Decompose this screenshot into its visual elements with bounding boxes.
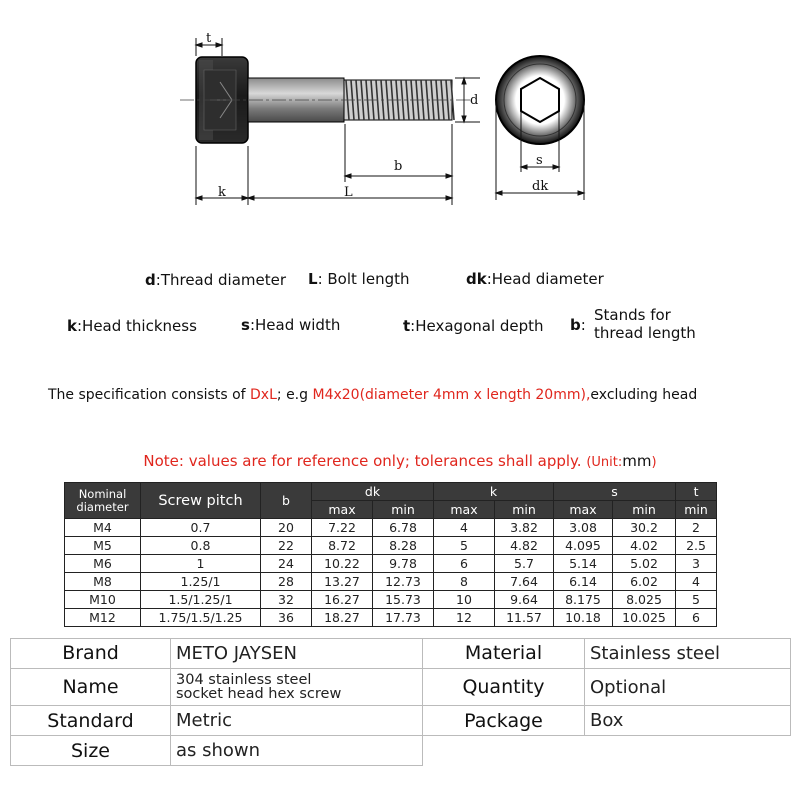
table-cell: 10 — [434, 591, 495, 609]
table-cell: 10.025 — [613, 609, 676, 627]
table-cell: 1.25/1 — [141, 573, 261, 591]
header-s-min: min — [613, 501, 676, 519]
package-value: Box — [585, 706, 791, 736]
table-row — [65, 609, 717, 627]
legend-t: t:Hexagonal depth — [403, 317, 544, 335]
label-s: s — [536, 153, 543, 168]
empty-cell — [585, 736, 791, 766]
table-cell: 22 — [261, 537, 312, 555]
label-dk: dk — [532, 179, 549, 194]
table-cell: 3.08 — [554, 519, 613, 537]
brand-value: METO JAYSEN — [171, 639, 423, 669]
standard-value: Metric — [171, 706, 423, 736]
header-t: t — [676, 483, 717, 501]
table-cell: 1.75/1.5/1.25 — [141, 609, 261, 627]
table-cell: 4 — [676, 573, 717, 591]
table-row — [65, 591, 717, 609]
header-screw-pitch: Screw pitch — [141, 483, 261, 519]
screw-technical-drawing — [0, 0, 800, 240]
header-k-min: min — [495, 501, 554, 519]
table-cell: 7.22 — [312, 519, 373, 537]
table-cell: 4.82 — [495, 537, 554, 555]
table-cell: 6.14 — [554, 573, 613, 591]
table-cell: 9.64 — [495, 591, 554, 609]
table-cell: 11.57 — [495, 609, 554, 627]
header-dk-max: max — [312, 501, 373, 519]
header-s-max: max — [554, 501, 613, 519]
quantity-value: Optional — [585, 668, 791, 706]
table-cell: 3 — [676, 555, 717, 573]
table-row — [65, 555, 717, 573]
screw-end-view — [496, 56, 584, 144]
table-cell: 6.02 — [613, 573, 676, 591]
table-cell: 8.28 — [373, 537, 434, 555]
table-cell: 0.7 — [141, 519, 261, 537]
table-cell: M8 — [65, 573, 141, 591]
package-label: Package — [423, 706, 585, 736]
legend-b-text: Stands for thread length — [594, 306, 696, 342]
header-k: k — [434, 483, 554, 501]
table-cell: M6 — [65, 555, 141, 573]
table-cell: 0.8 — [141, 537, 261, 555]
legend-s: s:Head width — [241, 316, 341, 334]
label-d: d — [470, 93, 479, 108]
info-row — [11, 668, 791, 706]
table-cell: 8.175 — [554, 591, 613, 609]
table-cell: 13.27 — [312, 573, 373, 591]
header-s: s — [554, 483, 676, 501]
table-cell: 5 — [676, 591, 717, 609]
table-cell: 6.78 — [373, 519, 434, 537]
table-row — [65, 537, 717, 555]
table-cell: 5 — [434, 537, 495, 555]
legend-dk: dk:Head diameter — [466, 270, 604, 288]
table-row — [65, 573, 717, 591]
table-cell: M12 — [65, 609, 141, 627]
standard-label: Standard — [11, 706, 171, 736]
table-cell: 3.82 — [495, 519, 554, 537]
table-cell: 5.02 — [613, 555, 676, 573]
dimension-table — [64, 482, 717, 627]
table-cell: 2 — [676, 519, 717, 537]
table-cell: 15.73 — [373, 591, 434, 609]
table-cell: 20 — [261, 519, 312, 537]
table-row — [65, 519, 717, 537]
size-label: Size — [11, 736, 171, 766]
table-cell: 1.5/1.25/1 — [141, 591, 261, 609]
table-cell: 1 — [141, 555, 261, 573]
table-cell: 17.73 — [373, 609, 434, 627]
table-cell: 16.27 — [312, 591, 373, 609]
table-cell: 4.02 — [613, 537, 676, 555]
table-cell: 12 — [434, 609, 495, 627]
table-cell: 4.095 — [554, 537, 613, 555]
info-row — [11, 706, 791, 736]
header-nominal-diameter: Nominal diameter — [65, 483, 141, 519]
header-k-max: max — [434, 501, 495, 519]
table-cell: 5.7 — [495, 555, 554, 573]
table-cell: M10 — [65, 591, 141, 609]
legend-b: b: — [570, 316, 586, 334]
header-dk: dk — [312, 483, 434, 501]
material-value: Stainless steel — [585, 639, 791, 669]
header-t-min: min — [676, 501, 717, 519]
table-cell: 4 — [434, 519, 495, 537]
reference-note: Note: values are for reference only; tolerances shall apply. (Unit:mm) — [143, 452, 657, 470]
empty-cell — [423, 736, 585, 766]
legend-k: k:Head thickness — [67, 317, 197, 335]
table-cell: 24 — [261, 555, 312, 573]
table-cell: 8.72 — [312, 537, 373, 555]
table-cell: 10.22 — [312, 555, 373, 573]
info-row — [11, 639, 791, 669]
table-cell: 18.27 — [312, 609, 373, 627]
header-dk-min: min — [373, 501, 434, 519]
table-cell: 6 — [676, 609, 717, 627]
legend-d: d:Thread diameter — [145, 271, 287, 289]
table-cell: 10.18 — [554, 609, 613, 627]
name-label: Name — [11, 668, 171, 706]
table-cell: 7.64 — [495, 573, 554, 591]
product-info-table — [10, 638, 791, 766]
info-row — [11, 736, 791, 766]
label-k: k — [218, 185, 226, 200]
material-label: Material — [423, 639, 585, 669]
table-cell: 6 — [434, 555, 495, 573]
size-value: as shown — [171, 736, 423, 766]
label-b: b — [394, 159, 403, 174]
label-L: L — [344, 185, 353, 200]
table-cell: 9.78 — [373, 555, 434, 573]
table-cell: 12.73 — [373, 573, 434, 591]
quantity-label: Quantity — [423, 668, 585, 706]
table-cell: 5.14 — [554, 555, 613, 573]
table-cell: 32 — [261, 591, 312, 609]
table-cell: 28 — [261, 573, 312, 591]
header-b: b — [261, 483, 312, 519]
table-cell: M5 — [65, 537, 141, 555]
table-cell: M4 — [65, 519, 141, 537]
table-cell: 8.025 — [613, 591, 676, 609]
label-t: t — [206, 31, 212, 46]
specification-line: The specification consists of DxL; e.g M4x20(diameter 4mm x length 20mm),excluding head — [48, 387, 698, 403]
table-cell: 36 — [261, 609, 312, 627]
legend-L: L: Bolt length — [308, 270, 410, 288]
table-cell: 8 — [434, 573, 495, 591]
brand-label: Brand — [11, 639, 171, 669]
table-cell: 2.5 — [676, 537, 717, 555]
name-value: 304 stainless steel socket head hex screw — [171, 668, 423, 706]
table-cell: 30.2 — [613, 519, 676, 537]
